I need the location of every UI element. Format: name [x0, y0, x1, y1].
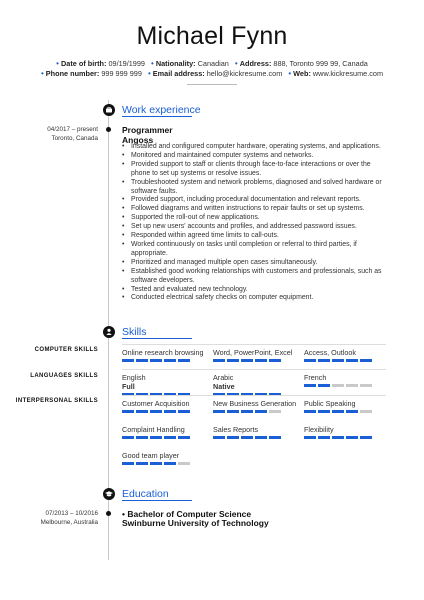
skill-name: Complaint Handling	[122, 425, 185, 434]
skill-row-computer	[122, 344, 386, 357]
skill-level-segment	[150, 462, 162, 465]
skill-level-bar	[213, 359, 292, 362]
skill-category-computer: COMPUTER SKILLS	[34, 347, 98, 353]
briefcase-icon	[103, 104, 115, 116]
skill-level-segment	[241, 410, 253, 413]
bullet-icon: •	[151, 59, 154, 68]
skill-level-bar	[304, 436, 372, 439]
skill-level-segment	[304, 384, 316, 387]
info-phone: • Phone number: 999 999 999	[40, 69, 142, 78]
info-nationality: • Nationality: Canadian	[151, 59, 229, 68]
education-date: 07/2013 – 10/2016	[45, 510, 98, 517]
skill-level-segment	[332, 359, 344, 362]
candidate-name: Michael Fynn	[136, 22, 288, 50]
skill-level-segment	[304, 436, 316, 439]
job-bullet: • Prioritized and managed multiple open cases simultaneously.	[122, 259, 387, 268]
bullet-icon: •	[56, 59, 59, 68]
section-title-skills: Skills	[122, 326, 147, 338]
skill-level-text: Native	[213, 382, 235, 391]
skill-name: Flexibility	[304, 425, 334, 434]
skill-name: Online research browsing	[122, 348, 204, 357]
job-bullet: • Monitored and maintained computer systems and networks.	[122, 152, 387, 161]
skill-name: Good team player	[122, 451, 180, 460]
section-underline	[122, 338, 192, 339]
skill-level-segment	[150, 410, 162, 413]
skill-level-segment	[213, 359, 225, 362]
skill-level-segment	[360, 384, 372, 387]
education-degree: • Bachelor of Computer Science	[122, 509, 252, 519]
skill-level-bar	[213, 436, 281, 439]
skill-level-segment	[122, 436, 134, 439]
section-underline	[122, 500, 192, 501]
header-divider	[187, 84, 237, 85]
skill-level-segment	[255, 359, 267, 362]
skill-level-segment	[318, 410, 330, 413]
skill-level-segment	[178, 410, 190, 413]
section-title-education: Education	[122, 488, 169, 500]
skill-level-segment	[346, 410, 358, 413]
skill-level-bar	[122, 410, 190, 413]
skill-item	[304, 399, 372, 413]
skill-item	[304, 348, 372, 362]
skill-level-segment	[318, 359, 330, 362]
skill-level-segment	[332, 436, 344, 439]
skill-level-bar	[122, 436, 190, 439]
skill-name: English	[122, 373, 146, 382]
job-responsibilities	[122, 143, 387, 303]
bullet-icon: •	[40, 69, 44, 78]
skill-level-segment	[136, 410, 148, 413]
info-birth-date: • Date of birth: 09/19/1999	[56, 59, 145, 68]
skill-level-segment	[269, 436, 281, 439]
education-date-location	[0, 509, 98, 527]
skill-level-segment	[150, 359, 162, 362]
skill-level-segment	[332, 410, 344, 413]
skill-level-segment	[269, 359, 281, 362]
bullet-icon: •	[234, 59, 238, 68]
skill-category-interpersonal: INTERPERSONAL SKILLS	[15, 398, 98, 404]
skill-level-bar	[213, 410, 296, 413]
timeline-dot	[106, 127, 111, 132]
education-school: Swinburne University of Technology	[122, 518, 269, 528]
graduation-cap-icon	[103, 488, 115, 500]
education-location: Melbourne, Australia	[40, 519, 98, 526]
skill-item	[304, 425, 372, 439]
skill-name: New Business Generation	[213, 399, 297, 408]
contact-info-row-2	[0, 69, 424, 79]
skill-level-segment	[255, 410, 267, 413]
skill-item	[122, 348, 204, 362]
skill-level-segment	[122, 462, 134, 465]
skill-level-segment	[136, 359, 148, 362]
job-bullet: • Followed diagrams and written instructions to repair faults or set up systems.	[122, 205, 387, 214]
bullet-icon: •	[288, 69, 292, 78]
skill-level-segment	[318, 384, 330, 387]
skill-level-bar	[304, 384, 372, 387]
info-email[interactable]: • Email address: hello@kickresume.com	[147, 69, 283, 78]
skill-level-segment	[136, 436, 148, 439]
section-underline	[122, 116, 192, 117]
job-bullet: • Set up new users' accounts and profiles, and addressed password issues.	[122, 223, 387, 232]
skill-category-languages: LANGUAGES SKILLS	[30, 373, 98, 379]
person-icon	[103, 326, 115, 338]
skill-level-segment	[360, 359, 372, 362]
skill-level-segment	[332, 384, 344, 387]
skill-item	[213, 373, 281, 396]
skill-level-bar	[304, 359, 372, 362]
skill-level-segment	[178, 436, 190, 439]
job-date-location	[0, 125, 98, 143]
skill-level-segment	[164, 462, 176, 465]
skill-level-segment	[136, 462, 148, 465]
skill-level-segment	[213, 410, 225, 413]
skill-name: Public Speaking	[304, 399, 356, 408]
skill-level-text: Full	[122, 382, 135, 391]
skill-item	[213, 425, 281, 439]
skill-level-segment	[346, 384, 358, 387]
skill-level-bar	[122, 359, 204, 362]
skill-level-segment	[346, 359, 358, 362]
job-bullet: • Installed and configured computer hardware, operating systems, and applications.	[122, 143, 387, 152]
info-web[interactable]: • Web: www.kickresume.com	[288, 69, 384, 78]
skill-name: Sales Reports	[213, 425, 259, 434]
section-title-work: Work experience	[122, 104, 201, 116]
skill-level-segment	[164, 410, 176, 413]
skill-level-segment	[227, 410, 239, 413]
skill-name: Word, PowerPoint, Excel	[213, 348, 293, 357]
skill-item	[122, 399, 190, 413]
skill-name: Customer Acquisition	[122, 399, 190, 408]
bullet-icon: •	[147, 69, 151, 78]
skill-level-segment	[304, 359, 316, 362]
timeline-dot	[106, 511, 111, 516]
skill-level-segment	[227, 436, 239, 439]
skill-item	[213, 399, 296, 413]
skill-level-segment	[150, 436, 162, 439]
skill-level-segment	[346, 436, 358, 439]
skill-level-bar	[304, 410, 372, 413]
job-bullet: • Provided support, including procedural documentation and relevant reports.	[122, 196, 387, 205]
job-bullet: • Worked continuously on tasks until completion or referral to third parties, if appropriate.	[122, 241, 387, 259]
skill-level-segment	[318, 436, 330, 439]
skill-level-segment	[122, 410, 134, 413]
skill-name: French	[304, 373, 327, 382]
job-title: Programmer	[122, 125, 173, 135]
skill-item	[122, 451, 190, 465]
skill-level-segment	[213, 436, 225, 439]
skill-level-segment	[227, 359, 239, 362]
job-bullet: • Responded within agreed time limits to call-outs.	[122, 232, 387, 241]
job-company: Angoss	[122, 135, 154, 145]
skill-level-segment	[304, 410, 316, 413]
skill-row-languages	[122, 369, 386, 391]
skill-item	[122, 373, 190, 396]
job-bullet: • Tested and evaluated new technology.	[122, 286, 387, 295]
job-bullet: • Supported the roll-out of new applications.	[122, 214, 387, 223]
job-bullet: • Troubleshooted system and network problems, diagnosed and solved hardware or software faults.	[122, 179, 387, 197]
skill-item	[304, 373, 372, 387]
info-address: • Address: 888, Toronto 999 99, Canada	[234, 59, 368, 68]
job-date: 04/2017 – present	[47, 126, 98, 133]
skill-level-segment	[360, 410, 372, 413]
skill-item	[122, 425, 190, 439]
contact-info-row-1	[0, 59, 424, 69]
skill-level-segment	[360, 436, 372, 439]
skill-level-segment	[269, 410, 281, 413]
skill-name: Arabic	[213, 373, 234, 382]
job-location: Toronto, Canada	[51, 135, 98, 142]
skill-level-segment	[178, 462, 190, 465]
job-bullet: • Conducted electrical safety checks on computer equipment.	[122, 294, 387, 303]
skill-level-segment	[241, 359, 253, 362]
job-bullet: • Provided support to staff or clients through face-to-face interactions or over the phone to set up systems or resolve issues.	[122, 161, 387, 179]
skill-level-segment	[164, 359, 176, 362]
skill-level-segment	[164, 436, 176, 439]
skill-level-segment	[241, 436, 253, 439]
skill-level-segment	[178, 359, 190, 362]
skill-level-segment	[255, 436, 267, 439]
skill-item	[213, 348, 292, 362]
skill-name: Access, Outlook	[304, 348, 356, 357]
skill-row-interpersonal	[122, 395, 386, 460]
skill-level-bar	[122, 462, 190, 465]
skill-level-segment	[122, 359, 134, 362]
job-bullet: • Established good working relationships with customers and professionals, such as software developers.	[122, 268, 387, 286]
